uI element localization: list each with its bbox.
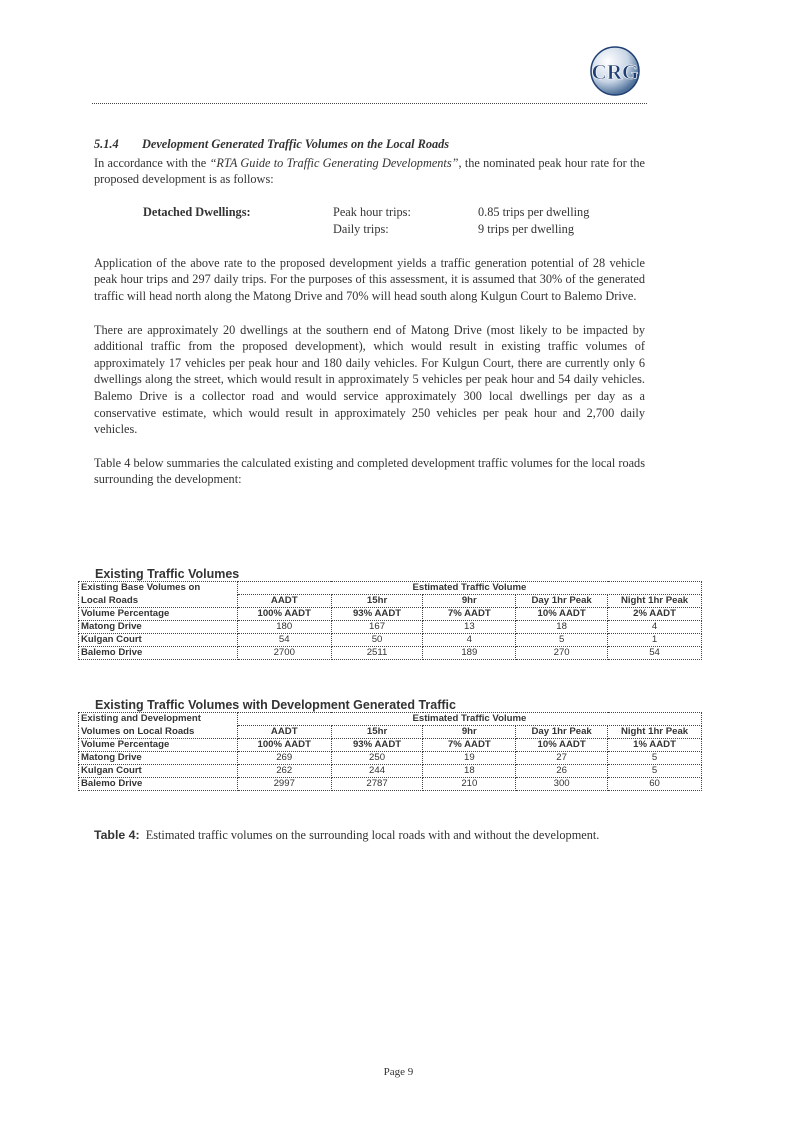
caption-label: Table 4: bbox=[94, 828, 140, 842]
page-content bbox=[94, 130, 645, 488]
table-cell: 18 bbox=[423, 765, 516, 778]
table-cell: 250 bbox=[331, 752, 423, 765]
table-cell: 4 bbox=[423, 634, 516, 647]
table-cell: 18 bbox=[516, 621, 608, 634]
row-label: Balemo Drive bbox=[79, 778, 238, 791]
table-row bbox=[79, 778, 702, 791]
section-title: Development Generated Traffic Volumes on the Local Roads bbox=[142, 137, 450, 151]
row-label: Matong Drive bbox=[79, 621, 238, 634]
table-cell: 210 bbox=[423, 778, 516, 791]
table2-title: Existing Traffic Volumes with Development Generated Traffic bbox=[95, 698, 456, 712]
table-row bbox=[79, 739, 702, 752]
daily-label: Daily trips: bbox=[333, 221, 389, 236]
paragraph-application: Application of the above rate to the proposed development yields a traffic generation potential of 28 vehicle peak hour trips and 297 daily trips. For the purposes of this assessment, it is assumed that 30% of the generated traffic will head north along the Matong Drive and 70% will head south along Kulgun Court to Balemo Drive. bbox=[94, 255, 645, 303]
table-cell: 2% AADT bbox=[608, 608, 702, 621]
table-cell: 189 bbox=[423, 647, 516, 660]
table-row bbox=[79, 608, 702, 621]
table-row bbox=[79, 713, 702, 726]
table2 bbox=[78, 712, 702, 791]
table-cell: 1% AADT bbox=[608, 739, 702, 752]
table1-estimated: Estimated Traffic Volume bbox=[237, 582, 701, 595]
table-cell: 93% AADT bbox=[331, 608, 423, 621]
row-label: Kulgan Court bbox=[79, 634, 238, 647]
table1 bbox=[78, 581, 702, 660]
table-cell: 7% AADT bbox=[423, 739, 516, 752]
intro-rest: , the nominated peak hour rate for the proposed development is as follows: bbox=[94, 155, 645, 187]
table-cell: 180 bbox=[237, 621, 331, 634]
column-header: Day 1hr Peak bbox=[516, 595, 608, 608]
table1-head-b: Local Roads bbox=[79, 595, 238, 608]
table-cell: 60 bbox=[608, 778, 702, 791]
table2-head-b: Volumes on Local Roads bbox=[79, 726, 238, 739]
row-label: Volume Percentage bbox=[79, 608, 238, 621]
table1-block bbox=[78, 567, 702, 660]
rate-category: Detached Dwellings: bbox=[143, 204, 251, 219]
column-header: Night 1hr Peak bbox=[608, 595, 702, 608]
daily-value: 9 trips per dwelling bbox=[478, 221, 574, 236]
table-cell: 167 bbox=[331, 621, 423, 634]
rate-row-daily bbox=[94, 221, 645, 238]
column-header: 9hr bbox=[423, 595, 516, 608]
table-row bbox=[79, 726, 702, 739]
table-cell: 50 bbox=[331, 634, 423, 647]
table-cell: 5 bbox=[608, 752, 702, 765]
column-header: 15hr bbox=[331, 595, 423, 608]
column-header: Night 1hr Peak bbox=[608, 726, 702, 739]
guide-title: “RTA Guide to Traffic Generating Developments” bbox=[209, 155, 459, 170]
column-header: 15hr bbox=[331, 726, 423, 739]
table-cell: 1 bbox=[608, 634, 702, 647]
crg-logo bbox=[583, 44, 647, 98]
row-label: Kulgan Court bbox=[79, 765, 238, 778]
table-cell: 244 bbox=[331, 765, 423, 778]
crg-logo-icon bbox=[583, 44, 647, 98]
caption-text: Estimated traffic volumes on the surrounding local roads with and without the development. bbox=[145, 828, 600, 842]
rate-row-peak bbox=[94, 204, 645, 221]
table-cell: 54 bbox=[237, 634, 331, 647]
table-cell: 2997 bbox=[237, 778, 331, 791]
table-cell: 4 bbox=[608, 621, 702, 634]
peak-value: 0.85 trips per dwelling bbox=[478, 204, 590, 219]
table-row bbox=[79, 647, 702, 660]
table1-head-a: Existing Base Volumes on bbox=[79, 582, 238, 595]
table-cell: 5 bbox=[608, 765, 702, 778]
paragraph-dwellings: There are approximately 20 dwellings at the southern end of Matong Drive (most likely to be impacted by additional traffic from the proposed development), which would result in existing traffic volumes of approximately 17 vehicles per peak hour and 180 daily vehicles. For Kulgun Court, there are currently only 6 dwellings along the street, which would result in approximately 5 vehicles per peak hour and 54 daily vehicles. Balemo Drive is a collector road and would service approximately 300 local dwellings per day as a conservative estimate, which would result in approximately 250 vehicles per peak hour and 2,700 daily vehicles. bbox=[94, 322, 645, 437]
table2-block bbox=[78, 698, 702, 791]
paragraph-table-intro: Table 4 below summaries the calculated existing and completed development traffic volumes for the local roads surrounding the development: bbox=[94, 455, 645, 487]
column-header: 9hr bbox=[423, 726, 516, 739]
table-cell: 27 bbox=[516, 752, 608, 765]
table-row bbox=[79, 752, 702, 765]
table2-head-a: Existing and Development bbox=[79, 713, 238, 726]
table-cell: 269 bbox=[237, 752, 331, 765]
trip-rates bbox=[94, 204, 645, 238]
section-heading bbox=[94, 136, 645, 153]
table1-title: Existing Traffic Volumes bbox=[95, 567, 240, 581]
table-cell: 270 bbox=[516, 647, 608, 660]
page-number: Page 9 bbox=[383, 1066, 414, 1078]
intro-text: In accordance with the bbox=[94, 155, 210, 170]
table2-estimated: Estimated Traffic Volume bbox=[237, 713, 701, 726]
table-row bbox=[79, 621, 702, 634]
table-cell: 7% AADT bbox=[423, 608, 516, 621]
table-cell: 10% AADT bbox=[516, 608, 608, 621]
table-cell: 26 bbox=[516, 765, 608, 778]
row-label: Matong Drive bbox=[79, 752, 238, 765]
intro-paragraph bbox=[94, 155, 645, 188]
peak-label: Peak hour trips: bbox=[333, 204, 411, 219]
table-cell: 2787 bbox=[331, 778, 423, 791]
table-cell: 93% AADT bbox=[331, 739, 423, 752]
table-row bbox=[79, 582, 702, 595]
column-header: AADT bbox=[237, 726, 331, 739]
table-cell: 54 bbox=[608, 647, 702, 660]
table-cell: 19 bbox=[423, 752, 516, 765]
header-rule bbox=[92, 103, 647, 104]
table-cell: 13 bbox=[423, 621, 516, 634]
column-header: AADT bbox=[237, 595, 331, 608]
table-cell: 100% AADT bbox=[237, 739, 331, 752]
table-cell: 10% AADT bbox=[516, 739, 608, 752]
section-number: 5.1.4 bbox=[94, 137, 119, 151]
table-row bbox=[79, 765, 702, 778]
table-caption bbox=[94, 804, 654, 843]
svg-text:CRG: CRG bbox=[591, 60, 639, 84]
table-cell: 100% AADT bbox=[237, 608, 331, 621]
row-label: Volume Percentage bbox=[79, 739, 238, 752]
table-cell: 2511 bbox=[331, 647, 423, 660]
table-row bbox=[79, 595, 702, 608]
table-cell: 5 bbox=[516, 634, 608, 647]
row-label: Balemo Drive bbox=[79, 647, 238, 660]
column-header: Day 1hr Peak bbox=[516, 726, 608, 739]
table-cell: 300 bbox=[516, 778, 608, 791]
table-cell: 262 bbox=[237, 765, 331, 778]
table-row bbox=[79, 634, 702, 647]
table-cell: 2700 bbox=[237, 647, 331, 660]
